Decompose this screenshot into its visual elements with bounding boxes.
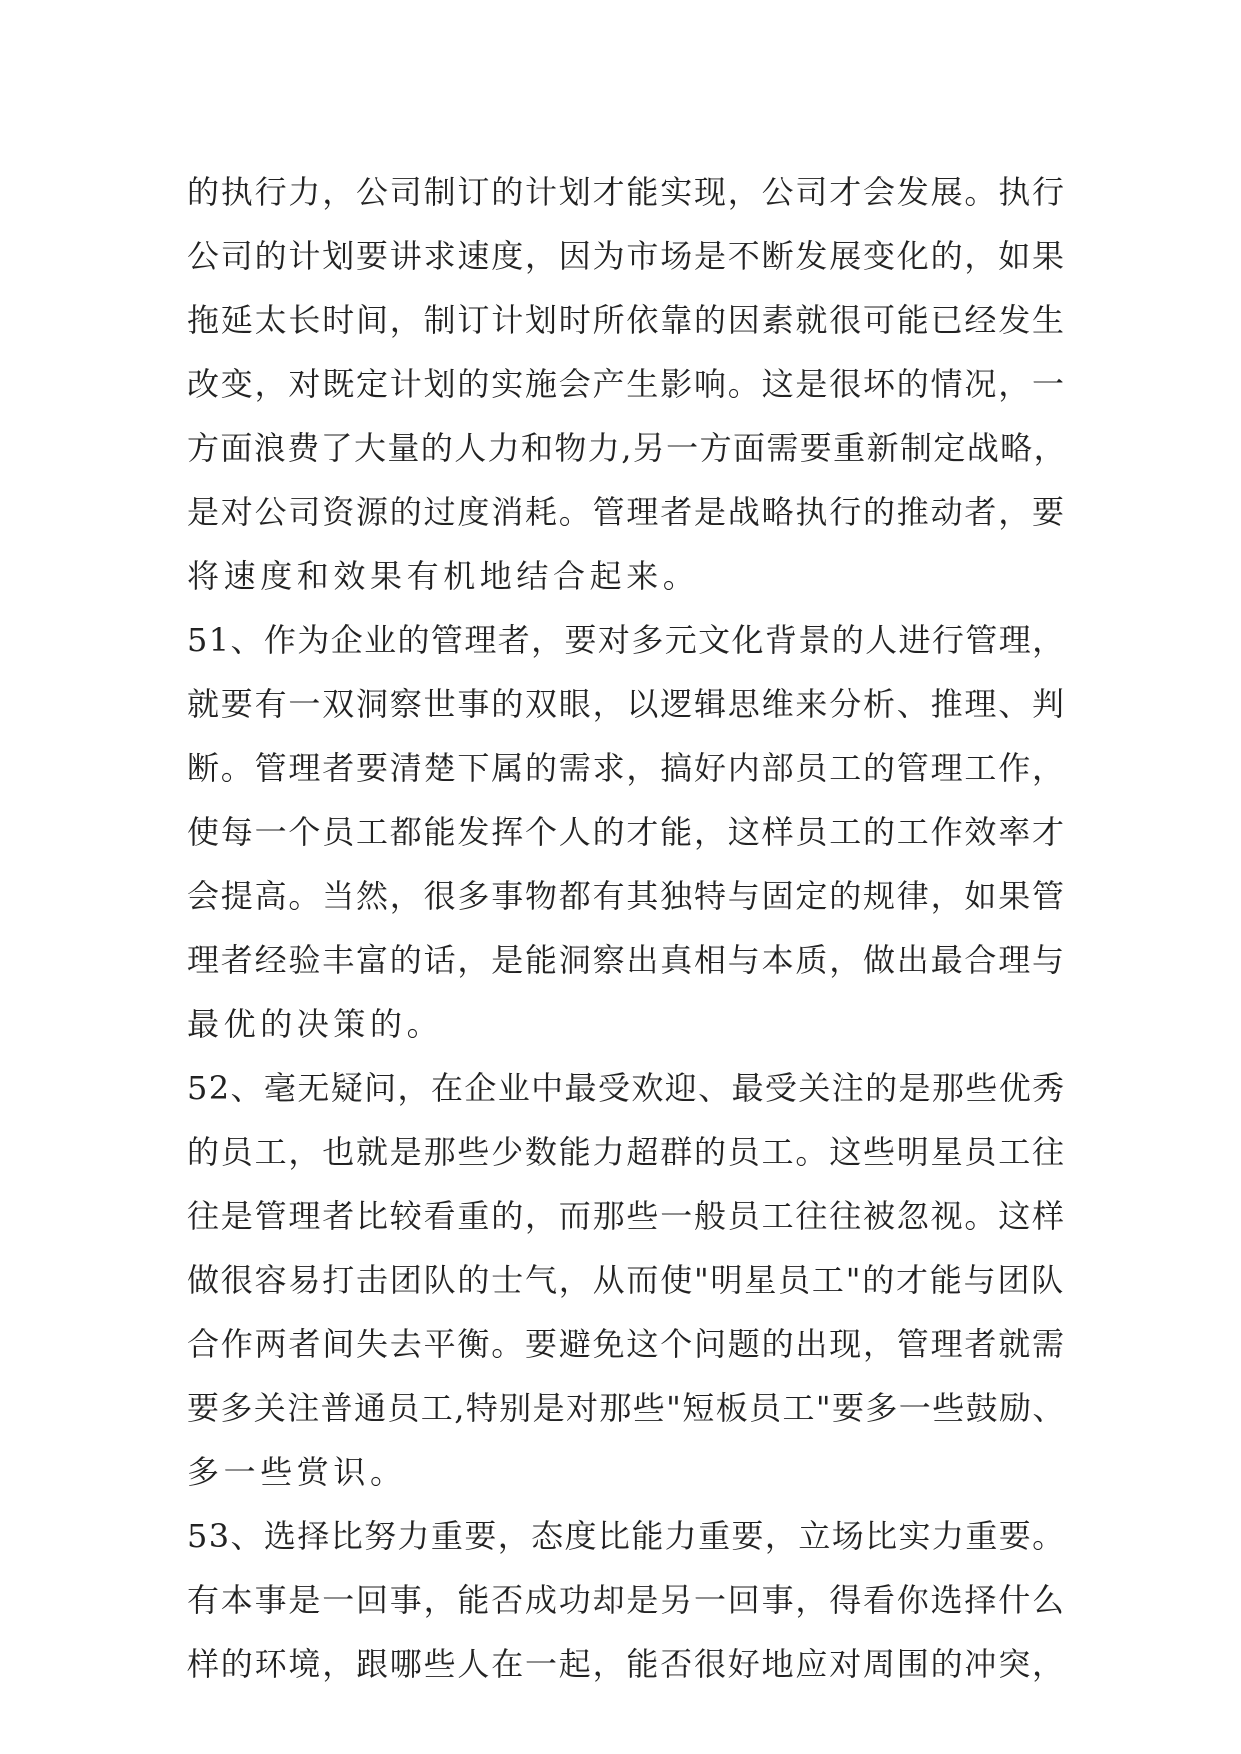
text-line: 就要有一双洞察世事的双眼，以逻辑思维来分析、推理、判 <box>187 685 1066 723</box>
paragraph-51-start: 51、作为企业的管理者，要对多元文化背景的人进行管理， <box>187 621 1066 659</box>
text-line: 的员工，也就是那些少数能力超群的员工。这些明星员工往 <box>187 1133 1066 1171</box>
text-line: 将速度和效果有机地结合起来。 <box>187 557 700 595</box>
paragraph-53-start: 53、选择比努力重要，态度比能力重要，立场比实力重要。 <box>187 1517 1066 1555</box>
text-line: 改变，对既定计划的实施会产生影响。这是很坏的情况，一 <box>187 365 1066 403</box>
text-line: 有本事是一回事，能否成功却是另一回事，得看你选择什么 <box>187 1581 1066 1619</box>
paragraph-52-start: 52、毫无疑问，在企业中最受欢迎、最受关注的是那些优秀 <box>187 1069 1066 1107</box>
text-line: 方面浪费了大量的人力和物力,另一方面需要重新制定战略， <box>187 429 1067 467</box>
text-line: 要多关注普通员工,特别是对那些"短板员工"要多一些鼓励、 <box>187 1389 1066 1427</box>
text-line: 理者经验丰富的话，是能洞察出真相与本质，做出最合理与 <box>187 941 1066 979</box>
text-line: 合作两者间失去平衡。要避免这个问题的出现，管理者就需 <box>187 1325 1066 1363</box>
text-line: 样的环境，跟哪些人在一起，能否很好地应对周围的冲突， <box>187 1645 1066 1683</box>
text-line: 是对公司资源的过度消耗。管理者是战略执行的推动者，要 <box>187 493 1066 531</box>
text-line: 断。管理者要清楚下属的需求，搞好内部员工的管理工作， <box>187 749 1066 787</box>
text-line: 最优的决策的。 <box>187 1005 444 1043</box>
text-line: 公司的计划要讲求速度，因为市场是不断发展变化的，如果 <box>187 237 1066 275</box>
text-line: 做很容易打击团队的士气，从而使"明星员工"的才能与团队 <box>187 1261 1066 1299</box>
text-line: 多一些赏识。 <box>187 1453 407 1491</box>
text-line: 的执行力，公司制订的计划才能实现，公司才会发展。执行 <box>187 173 1066 211</box>
text-line: 拖延太长时间，制订计划时所依靠的因素就很可能已经发生 <box>187 301 1066 339</box>
body-text <box>187 160 1067 1696</box>
text-line: 会提高。当然，很多事物都有其独特与固定的规律，如果管 <box>187 877 1066 915</box>
text-line: 使每一个员工都能发挥个人的才能，这样员工的工作效率才 <box>187 813 1066 851</box>
text-line: 往是管理者比较看重的，而那些一般员工往往被忽视。这样 <box>187 1197 1066 1235</box>
